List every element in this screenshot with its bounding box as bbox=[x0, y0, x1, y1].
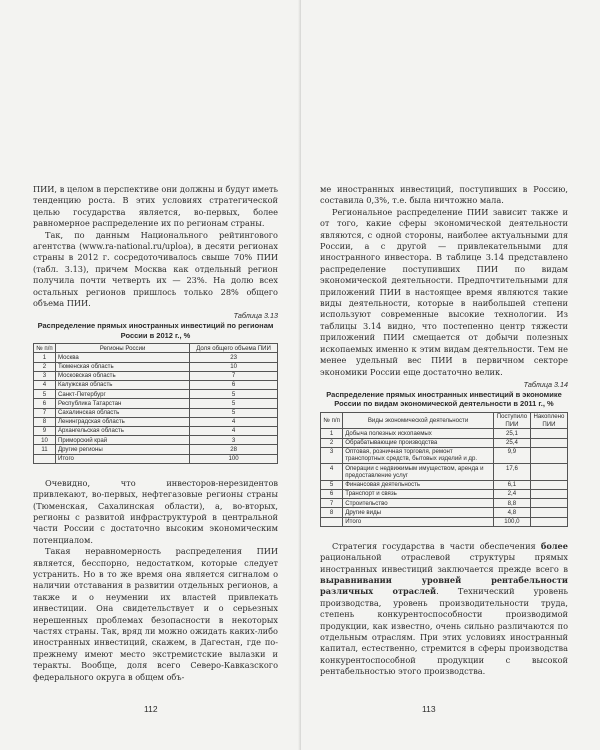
table-cell: 4 bbox=[34, 381, 56, 390]
table-cell: 4 bbox=[190, 426, 278, 435]
table-cell: 4 bbox=[321, 464, 343, 481]
table-row bbox=[321, 508, 568, 517]
table-cell: 4 bbox=[190, 417, 278, 426]
table-cell bbox=[530, 499, 567, 508]
table-cell: 23 bbox=[190, 353, 278, 362]
table-cell: 5 bbox=[321, 480, 343, 489]
table-row bbox=[34, 353, 278, 362]
table-cell bbox=[530, 447, 567, 464]
table-3-13-caption: Таблица 3.13 bbox=[233, 311, 278, 321]
left-column bbox=[33, 184, 278, 683]
table-row bbox=[321, 464, 568, 481]
table-cell: 5 bbox=[190, 390, 278, 399]
table-cell: 7 bbox=[34, 408, 56, 417]
table-cell: 8 bbox=[34, 417, 56, 426]
table-row bbox=[34, 399, 278, 408]
table-3-14-title: Распределение прямых иностранных инвестиций в экономике России по видам экономической деятельности в 2011 г., % bbox=[326, 389, 562, 409]
right-paragraph-2: Региональное распределение ПИИ зависит также и от того, какие сферы экономической деятельности являются, с одной стороны, наиболее актуальными для России, а с другой — привлекательными для иностранного инвестора. В таблице 3.14 представлено распределение поступивших ПИИ по видам экономической деятельности. Предпочтительными для приложений ПИИ в настоящее время являются такие виды деятельности, которые в наибольшей степени используют современные высокие технологии. Из таблицы 3.14 видно, что постепенно центр тяжести приложений ПИИ смещается от добычи полезных ископаемых именно к этим видам деятельности. Тем не менее удельный вес ПИИ в первичном секторе экономики России еще достаточно велик. bbox=[320, 206, 568, 377]
table-row bbox=[34, 362, 278, 371]
table-cell: 9,9 bbox=[493, 447, 530, 464]
right-paragraph-3 bbox=[320, 541, 568, 678]
table-cell bbox=[34, 454, 56, 463]
table-row bbox=[34, 445, 278, 454]
para3-lead: Стратегия государства в части обеспечения bbox=[332, 540, 536, 551]
table-cell: 1 bbox=[321, 429, 343, 438]
right-column bbox=[320, 184, 568, 678]
table-cell bbox=[530, 517, 567, 526]
header-share: Доля общего объема ПИИ bbox=[190, 344, 278, 353]
table-cell bbox=[530, 438, 567, 447]
table-3-13-title: Распределение прямых иностранных инвестиций по регионам России в 2012 г., % bbox=[37, 321, 274, 340]
table-cell bbox=[530, 464, 567, 481]
table-cell: 6 bbox=[190, 381, 278, 390]
table-cell: 10 bbox=[34, 436, 56, 445]
table-cell: Приморский край bbox=[55, 436, 189, 445]
table-cell: 2 bbox=[321, 438, 343, 447]
table-cell: Сахалинская область bbox=[55, 408, 189, 417]
table-cell: Другие регионы bbox=[55, 445, 189, 454]
table-cell: 6,1 bbox=[493, 480, 530, 489]
para3-bold-2: выравнивании уровней рентабельности различных отраслей bbox=[320, 575, 568, 597]
table-cell: 17,6 bbox=[493, 464, 530, 481]
header-region: Регионы России bbox=[55, 344, 189, 353]
header-activity: Виды экономической деятельности bbox=[343, 412, 494, 429]
table-cell: 25,1 bbox=[493, 429, 530, 438]
table-cell: 3 bbox=[34, 371, 56, 380]
table-cell: 3 bbox=[190, 436, 278, 445]
table-3-13 bbox=[33, 343, 278, 463]
table-cell: 3 bbox=[321, 447, 343, 464]
table-cell: Тюменская область bbox=[55, 362, 189, 371]
table-cell: Москва bbox=[55, 353, 189, 362]
table-cell: 25,4 bbox=[493, 438, 530, 447]
table-cell: Калужская область bbox=[55, 381, 189, 390]
table-cell: 8 bbox=[321, 508, 343, 517]
table-cell: 5 bbox=[190, 399, 278, 408]
table-3-14-caption: Таблица 3.14 bbox=[523, 379, 568, 389]
table-row bbox=[321, 447, 568, 464]
table-cell: 100,0 bbox=[493, 517, 530, 526]
table-header-row bbox=[34, 344, 278, 353]
table-row bbox=[34, 408, 278, 417]
table-cell: Ленинградская область bbox=[55, 417, 189, 426]
table-cell: 7 bbox=[321, 499, 343, 508]
table-cell: 28 bbox=[190, 445, 278, 454]
page-number-right: 113 bbox=[422, 704, 436, 714]
table-cell: Итого bbox=[343, 517, 494, 526]
right-page bbox=[301, 0, 600, 750]
table-row bbox=[321, 480, 568, 489]
table-cell: 2,4 bbox=[493, 490, 530, 499]
table-row bbox=[321, 429, 568, 438]
table-cell: 11 bbox=[34, 445, 56, 454]
table-cell: Итого bbox=[55, 454, 189, 463]
table-cell: Республика Татарстан bbox=[55, 399, 189, 408]
left-paragraph-2: Так, по данным Национального рейтингового агентства (www.ra-national.ru/uploa), в десяти регионах страны в 2012 г. сосредоточивалось свыше 70% ПИИ (табл. 3.13), причем Москва как отдельный регион получила почти четверть их — 23%. На долю всех остальных регионов пришлось только 28% общего объема ПИИ. bbox=[33, 229, 278, 309]
table-cell: 5 bbox=[190, 408, 278, 417]
left-paragraph-1: ПИИ, в целом в перспективе они должны и будут иметь тенденцию роста. В этих условиях стратегической целью государства является, во-первых, более равномерное распределение их по регионам страны. bbox=[33, 184, 278, 229]
table-cell: Транспорт и связь bbox=[343, 490, 494, 499]
table-row bbox=[321, 490, 568, 499]
header-accumulated: Накоплено ПИИ bbox=[530, 412, 567, 429]
table-cell: 1 bbox=[34, 353, 56, 362]
table-row bbox=[34, 436, 278, 445]
table-row bbox=[321, 517, 568, 526]
table-cell: Московская область bbox=[55, 371, 189, 380]
table-cell: Обрабатывающие производства bbox=[343, 438, 494, 447]
table-row bbox=[34, 390, 278, 399]
right-paragraph-1: ме иностранных инвестиций, поступивших в Россию, составила 0,3%, т.е. была ничтожно мала. bbox=[320, 184, 568, 206]
left-paragraph-3: Очевидно, что инвесторов-нерезидентов привлекают, во-первых, нефтегазовые регионы страны (Тюменская, Сахалинская области), а, во-вторых, регионы с развитой инфраструктурой в центральной части России с достаточно высоким экономическим потенциалом. bbox=[33, 477, 278, 545]
table-row bbox=[34, 371, 278, 380]
table-cell: Финансовая деятельность bbox=[343, 480, 494, 489]
table-row bbox=[34, 381, 278, 390]
table-cell: Санкт-Петербург bbox=[55, 390, 189, 399]
table-3-14 bbox=[320, 412, 568, 527]
table-cell: Операции с недвижимым имуществом, аренда и предоставление услуг bbox=[343, 464, 494, 481]
table-cell: 8,8 bbox=[493, 499, 530, 508]
table-cell: Добыча полезных ископаемых bbox=[343, 429, 494, 438]
para3-rest: . Технический уровень производства, уровень производительности труда, степень конкурентоспособности производимой продукции, как известно, очень сильно различаются по отдельным отраслям. При этих условиях иностранный капитал, естественно, стремится в сферы производства конкурентоспособной продукции с высокой рентабельностью этого производства. bbox=[320, 586, 568, 677]
header-num: № п/п bbox=[321, 412, 343, 429]
table-cell: Архангельская область bbox=[55, 426, 189, 435]
table-cell: 2 bbox=[34, 362, 56, 371]
table-cell: Оптовая, розничная торговля, ремонт транспортных средств, бытовых изделий и др. bbox=[343, 447, 494, 464]
page-number-left: 112 bbox=[144, 704, 158, 714]
table-row bbox=[34, 417, 278, 426]
left-paragraph-4: Такая неравномерность распределения ПИИ является, бесспорно, недостатком, которые следует устранить. Но в то же время она является сигналом о наличии отставания в развитии отдельных регионов, а также и о неумении их властей привлекать инвестиции. Она свидетельствует и о серьезных нерешенных проблемах безопасности в некоторых частях страны. Так, вряд ли можно ожидать каких-либо иностранных инвестиций, скажем, в Дагестан, где по-прежнему имеют место экстремистские вылазки и теракты. Вообще, доля всего Северо-Кавказского федерального округа в общем объ- bbox=[33, 546, 278, 682]
table-cell bbox=[530, 490, 567, 499]
table-cell bbox=[530, 429, 567, 438]
para3-mid: рациональной отраслевой структуры прямых иностранных инвестиций заключается прежде всего в bbox=[320, 552, 568, 574]
table-header-row bbox=[321, 412, 568, 429]
table-cell bbox=[321, 517, 343, 526]
header-num: № п/п bbox=[34, 344, 56, 353]
table-cell: 5 bbox=[34, 390, 56, 399]
table-cell: 7 bbox=[190, 371, 278, 380]
table-cell bbox=[530, 480, 567, 489]
header-received: Поступило ПИИ bbox=[493, 412, 530, 429]
table-cell: Другие виды bbox=[343, 508, 494, 517]
table-row bbox=[34, 426, 278, 435]
table-cell: 10 bbox=[190, 362, 278, 371]
table-cell: Строительство bbox=[343, 499, 494, 508]
table-cell: 6 bbox=[34, 399, 56, 408]
table-cell: 4,8 bbox=[493, 508, 530, 517]
table-cell: 9 bbox=[34, 426, 56, 435]
table-row bbox=[321, 499, 568, 508]
table-cell bbox=[530, 508, 567, 517]
table-cell: 6 bbox=[321, 490, 343, 499]
table-cell: 100 bbox=[190, 454, 278, 463]
para3-bold-1: более bbox=[540, 540, 568, 551]
table-row bbox=[34, 454, 278, 463]
table-row bbox=[321, 438, 568, 447]
